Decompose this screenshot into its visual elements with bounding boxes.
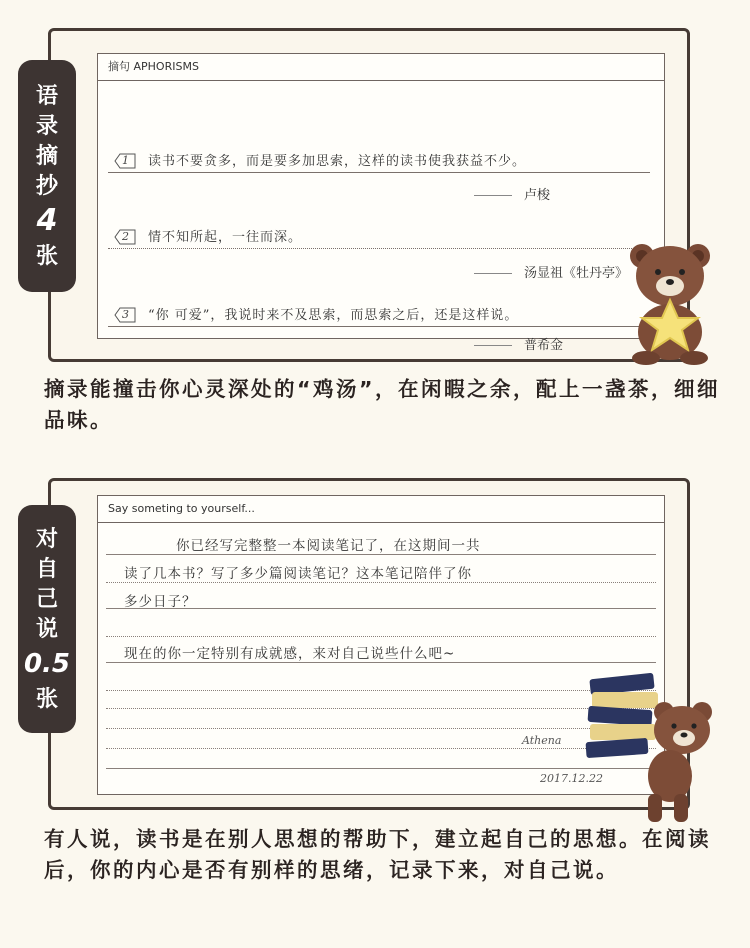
section-tab-aphorisms [18,60,76,292]
tab-char: 说 [35,616,58,642]
quote-row-3 [108,302,650,327]
aphorisms-paper [97,53,665,353]
quote-text: 读书不要贪多，而是要多加思索，这样的读书使我获益不少。 [148,154,527,169]
quote-text: “你 可爱”，我说时来不及思索，而思索之后，还是这样说。 [148,308,519,323]
aphorisms-caption: 摘录能撞击你心灵深处的“鸡汤”，在闲暇之余，配上一盏茶，细细品味。 [44,377,720,432]
rule-line [106,636,656,637]
tab-char: 录 [35,113,58,139]
note-line-1: 你已经写完整整一本阅读笔记了，在这期间一共 [176,538,481,554]
self-talk-paper [97,495,665,795]
page-unit: 张 [35,243,58,269]
tab-char: 自 [35,556,58,582]
tab-char: 对 [35,526,58,552]
signature: Athena [522,734,562,747]
aphorisms-card [48,28,690,362]
tab-char: 摘 [35,143,58,169]
note-line-2: 读了几本书？写了多少篇阅读笔记？这本笔记陪伴了你 [124,566,472,582]
quote-row-1 [108,148,650,173]
note-line-4: 现在的你一定特别有成就感，来对自己说些什么吧~ [124,646,456,662]
rule-line [106,728,656,729]
self-talk-header: Say someting to yourself... [98,496,664,523]
rule-line [106,708,656,709]
tab-char: 己 [35,586,58,612]
page-count: 4 [36,203,58,238]
quote-text: 情不知所起，一往而深。 [148,230,303,245]
quote-author-1: 卢梭 [474,184,550,203]
section-tab-self-talk [18,505,76,733]
rule-line [106,748,656,749]
page-unit: 张 [35,686,58,712]
aphorisms-header: 摘句 APHORISMS [98,54,664,81]
quote-number-badge: 2 [114,228,136,246]
note-date: 2017.12.22 [540,772,603,785]
note-line-3: 多少日子？ [124,594,197,610]
rule-line [106,582,656,583]
rule-line [106,690,656,691]
bear-with-books-icon [584,668,716,828]
quote-author-2: 汤显祖《牡丹亭》 [474,262,628,281]
quote-number-badge: 3 [114,306,136,324]
bear-with-star-icon [622,236,720,366]
rule-line [106,554,656,555]
tab-char: 语 [35,83,58,109]
quote-row-2 [108,224,650,249]
tab-char: 抄 [35,173,58,199]
rule-line [106,662,656,663]
quote-author-3: 普希金 [474,334,563,353]
quote-number-badge: 1 [114,152,136,170]
self-talk-caption: 有人说，读书是在别人思想的帮助下，建立起自己的思想。在阅读后，你的内心是否有别样的思绪，记录下来，对自己说。 [44,827,711,882]
rule-line [106,768,656,769]
page-count: 0.5 [23,649,71,679]
